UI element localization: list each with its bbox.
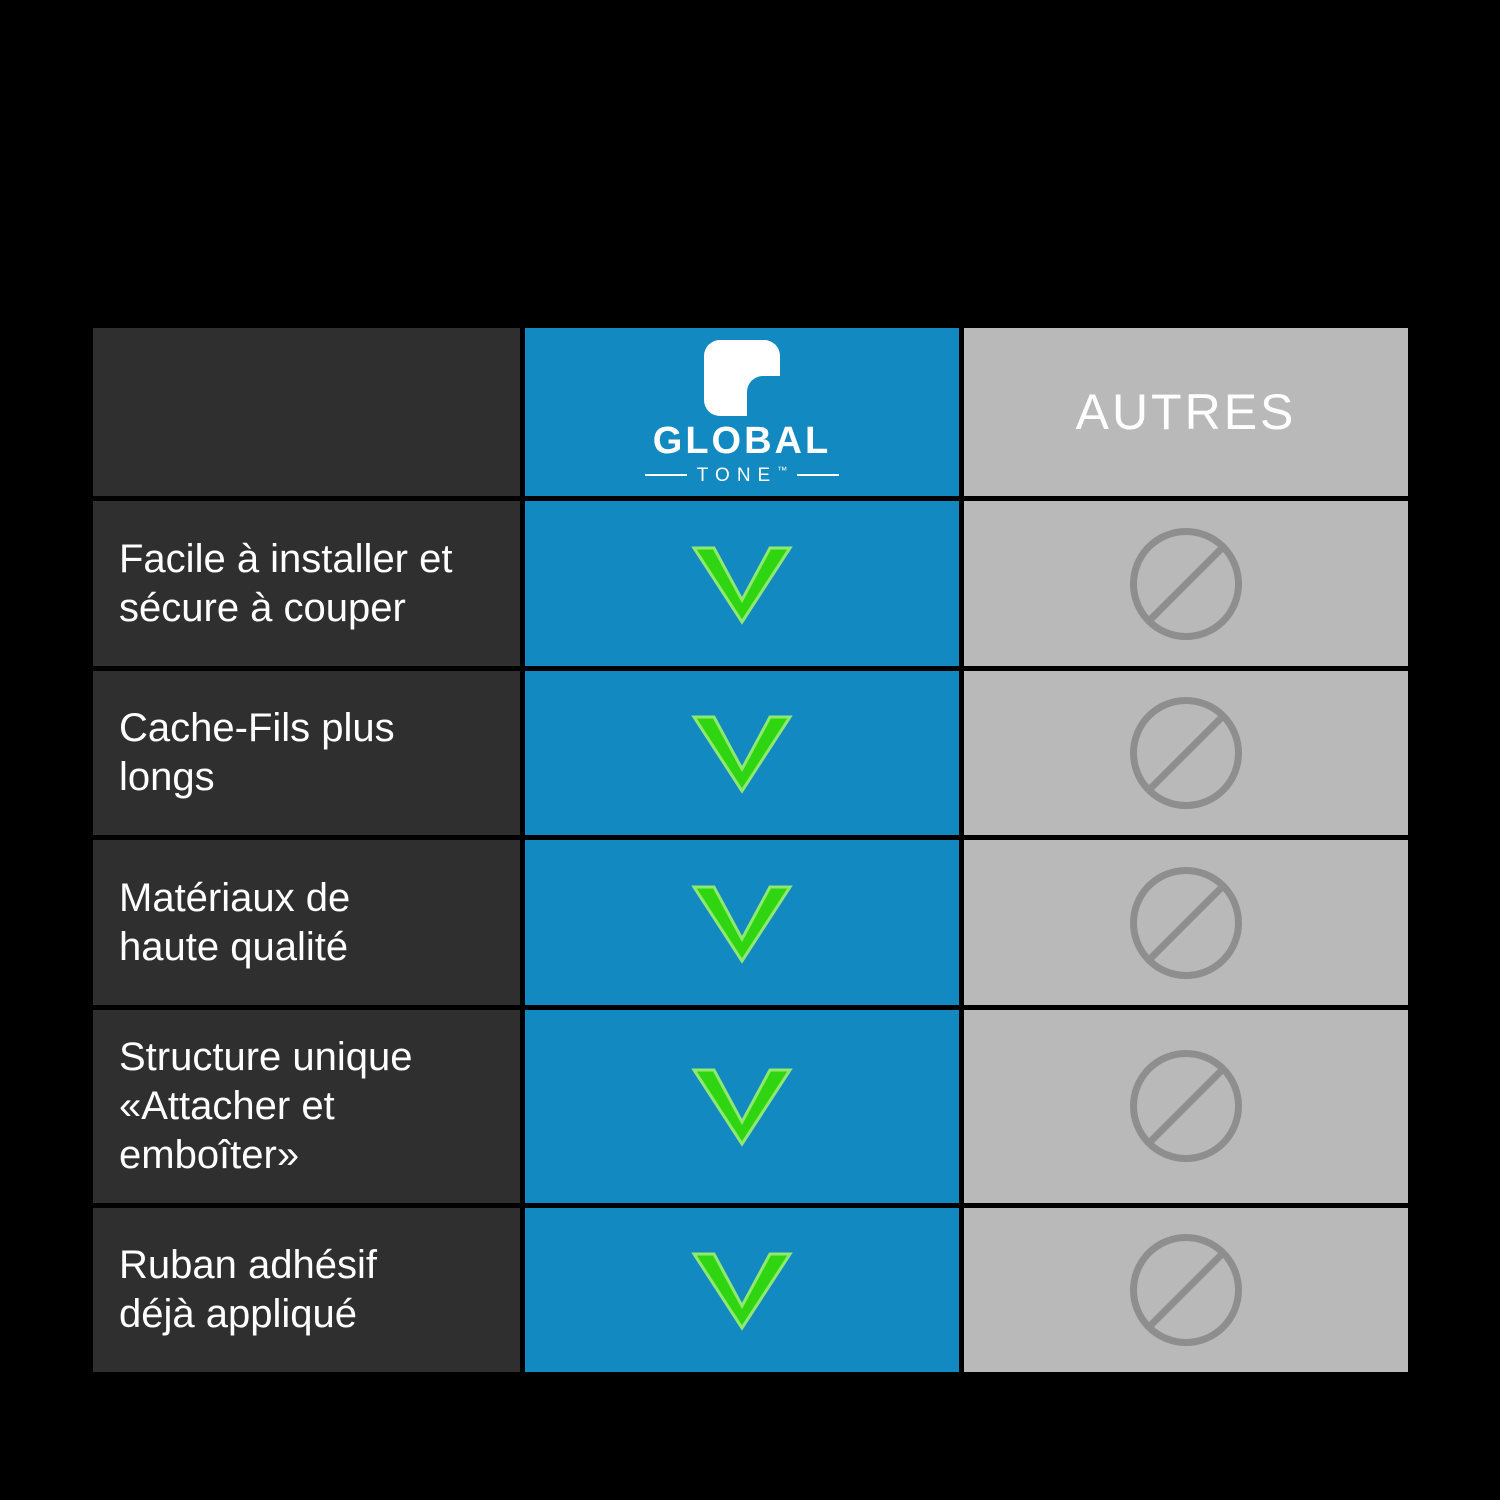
feature-line: déjà appliqué: [119, 1291, 357, 1336]
feature-line: Cache-Fils plus: [119, 706, 395, 751]
other-value-cell: [964, 501, 1408, 666]
other-value-cell: [964, 840, 1408, 1005]
feature-cell: [93, 671, 520, 836]
feature-line: emboîter»: [119, 1132, 300, 1177]
table-row: [93, 1208, 1408, 1373]
header-other-cell: [964, 328, 1408, 496]
other-value-cell: [964, 1208, 1408, 1373]
prohibition-icon: [1130, 1234, 1242, 1346]
brand-logo: [645, 340, 839, 485]
logo-rule-right: [797, 474, 839, 476]
feature-line: sécure à couper: [119, 585, 406, 630]
feature-line: longs: [119, 755, 215, 800]
feature-label: [119, 704, 395, 802]
feature-label: [119, 1033, 413, 1179]
feature-cell: [93, 1208, 520, 1373]
prohibition-icon: [1130, 697, 1242, 809]
check-icon: [690, 1248, 794, 1332]
brand-value-cell: [525, 840, 959, 1005]
logo-rule-left: [645, 474, 687, 476]
table-row: [93, 671, 1408, 836]
brand-value-cell: [525, 671, 959, 836]
feature-cell: [93, 501, 520, 666]
feature-line: Ruban adhésif: [119, 1242, 377, 1287]
brand-value-cell: [525, 1208, 959, 1373]
prohibition-icon: [1130, 1050, 1242, 1162]
feature-label: [119, 874, 350, 972]
check-icon: [690, 542, 794, 626]
check-icon: [690, 1064, 794, 1148]
check-icon: [690, 711, 794, 795]
feature-line: haute qualité: [119, 924, 349, 969]
table-header-row: [93, 328, 1408, 496]
feature-line: Matériaux de: [119, 875, 351, 920]
brand-sub-wrap: [645, 466, 839, 485]
check-icon: [690, 881, 794, 965]
comparison-table: [93, 328, 1408, 1372]
feature-line: Facile à installer et: [119, 536, 453, 581]
prohibition-icon: [1130, 867, 1242, 979]
brand-name: GLOBAL: [652, 419, 832, 462]
brand-value-cell: [525, 1010, 959, 1203]
trademark-mark: ™: [777, 465, 788, 477]
header-other-label: AUTRES: [1075, 384, 1297, 441]
header-feature-cell: [93, 328, 520, 496]
feature-line: Structure unique: [119, 1035, 413, 1080]
brand-subname: TONE™: [696, 464, 788, 486]
brand-value-cell: [525, 501, 959, 666]
feature-label: [119, 535, 452, 633]
prohibition-icon: [1130, 528, 1242, 640]
table-row: [93, 1010, 1408, 1203]
feature-cell: [93, 1010, 520, 1203]
feature-line: «Attacher et: [119, 1083, 335, 1128]
other-value-cell: [964, 671, 1408, 836]
table-row: [93, 501, 1408, 666]
header-brand-cell: [525, 328, 959, 496]
feature-cell: [93, 840, 520, 1005]
feature-label: [119, 1241, 377, 1339]
other-value-cell: [964, 1010, 1408, 1203]
table-row: [93, 840, 1408, 1005]
global-tone-logo-icon: [704, 340, 780, 416]
